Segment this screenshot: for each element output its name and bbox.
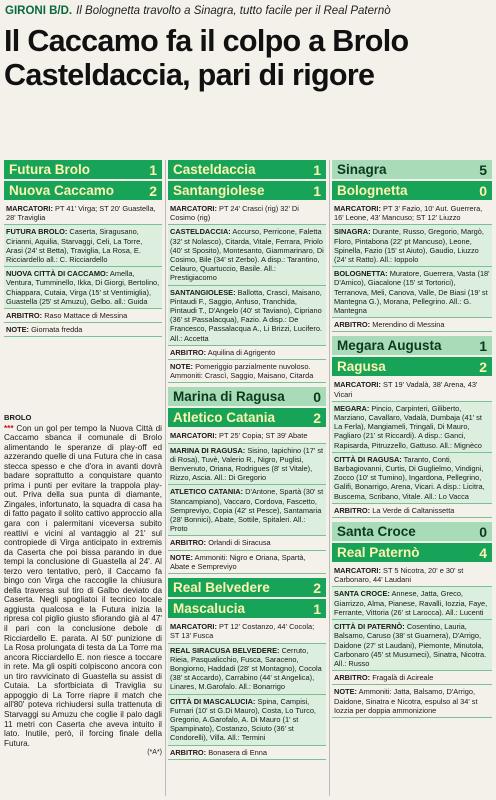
away-lineup: CITTÀ DI RAGUSA: Taranto, Conti, Barbagiovanni, Curtis, Di Guglielmo, Vindigni, Zocco (10' st Tumino), Ingardona, Pellegrino, Galifi, Bonarrigo, Arena, Vicari. A disp.: Licitra, Buscema, Scribano, Vitale. All.: Lo Vacca [332,453,492,504]
away-lineup: BOLOGNETTA: Muratore, Guerrera, Vasta (18' D'Amico), Giacalone (15' st Tortorici), Terranova, Meli, Canova, Valle, De Biasi (19' st Mantegna G.), Morana, Pellegrino. All.: G. Mantegna [332,267,492,318]
team-row-away [332,543,492,562]
scorers: MARCATORI: ST 5 Nicotra, 20' e 30' st Carbonaro, 44' Laudani [332,564,492,587]
scorers: MARCATORI: PT 24' Crasci (rig) 32' Di Cosimo (rig) [168,202,326,225]
team-row-home [332,160,492,179]
team-score: 0 [479,523,487,540]
match-box [168,387,326,574]
away-lineup: CITTÀ DI MASCALUCIA: Spina, Campisi, Furnari (10' st G.Di Mauro), Costa, Lo Turco, Gregorio, A.Garofalo, A. Di Mauro (1' st Spampinato), Costanzo, Sciuto (36' st Condorelli), Villa. All.: Termini [168,695,326,746]
team-score: 2 [149,182,157,199]
team-name: Casteldaccia [173,162,256,177]
home-lineup: MARINA DI RAGUSA: Sisino, Iapichino (17' st di Rosa), Tuvè, Valerio R., Nigro, Puglisi, Benvenuto, Oriana, Rodrigues (8' st Vitale), Rizzo, Ascia. All.: Di Gregorio [168,444,326,486]
team-row-home [332,336,492,355]
team-name: Santa Croce [337,524,416,540]
team-score: 1 [313,600,321,617]
away-lineup: CITTÀ DI PATERNÒ: Cosentino, Lauria, Balsamo, Caruso (38' st Guarnera), D'Arrigo, Daidone (27' st Laudani), Piemonte, Minutola, Carbonaro (45' st Musumeci), Sinatra, Nicotra. All.: Russo [332,620,492,671]
team-row-away [168,181,326,200]
team-row-away [332,181,492,200]
team-row-away [332,357,492,376]
referee: ARBITRO: Bonasera di Enna [168,746,326,760]
match-box [168,160,326,383]
referee: ARBITRO: Fragalà di Acireale [332,671,492,685]
column-1 [4,160,162,341]
referee: ARBITRO: Orlandi di Siracusa [168,536,326,550]
scorers: MARCATORI: PT 41' Virga; ST 20' Guastella, 28' Traviglia [4,202,162,225]
team-name: Sinagra [337,162,387,177]
team-score: 4 [479,544,487,561]
team-score: 2 [313,409,321,426]
team-name: Futura Brolo [9,162,90,177]
team-row-home [168,387,326,406]
column-divider [329,160,330,796]
referee: ARBITRO: La Verde di Caltanissetta [332,504,492,518]
team-score: 0 [479,182,487,199]
home-lineup: SANTA CROCE: Annese, Jatta, Greco, Giarrizzo, Alma, Pianese, Ravalli, Iozzia, Faye, Ferrante, Vittoria (26' st Larocca). All.: Lucenti [332,587,492,620]
team-score: 1 [313,182,321,199]
column-3 [332,160,492,722]
kicker-text: Il Bolognetta travolto a Sinagra, tutto facile per il Real Paternò [76,5,391,17]
article-stars: *** [4,423,14,433]
referee: ARBITRO: Raso Mattace di Messina [4,309,162,323]
team-name: Nuova Caccamo [9,183,115,198]
away-lineup: NUOVA CITTÀ DI CACCAMO: Amella, Ventura, Tumminello, Ikka, Di Giorgi, Bertolino, Chiappara, Cutaia, Virga (15' st Ventimiglia), Guastella (25' st Amuzu), Gelbo. all.: Guida [4,267,162,309]
article [4,413,162,758]
column-2 [168,160,326,764]
team-row-away [168,408,326,427]
away-lineup: ATLETICO CATANIA: D'Antone, Spartà (30' st Stancampiano), Vaccaro, Cordova, Fascetto, Sempreviyo, Copia (42' st Pesce), Santamaria (28' Bonnici), Abate, Sottile, Spitaleri. All.: Proto [168,485,326,536]
match-box [4,160,162,337]
home-lineup: SINAGRA: Durante, Russo, Gregorio, Margò, Floro, Pintabona (22' pt Mancuso), Leone, Spinella, Fazio (15' st Aiuto), Gaudio, Liuzzo (24' st Ratto). All.: Ioppolo [332,225,492,267]
team-row-home [332,522,492,541]
away-lineup: SANTANGIOLESE: Ballotta, Crascì, Maisano, Pintaudi F., Saggio, Anfuso, Tranchida, Pintaudi T., D'Angelo (40' st Taviano), Cipriano (36' st Passalacqua), Fazio. A disp.: De Francesco, Passalacqua A., Li Brizzi, Lucifero. All.: Accetta [168,286,326,346]
column-divider [165,160,166,796]
team-name: Bolognetta [337,183,408,198]
scorers: MARCATORI: ST 19' Vadalà, 38' Arena, 43' Vicari [332,378,492,401]
team-name: Megara Augusta [337,338,442,354]
team-row-away [168,599,326,618]
home-lineup: CASTELDACCIA: Accurso, Perricone, Faletta (32' st Nolasco), Citarda, Vitale, Ferrara, Priolo (40' st Sposito), Montesanto, Giammarinaro, Di Cosimo, Bile (34' st Zerbo). A disp.: Tarantino, Celauro, Quartuccio, Basile. All.: Prestigiacomo [168,225,326,285]
article-byline: (*A*) [147,749,162,757]
notes: NOTE: Ammoniti: Nigro e Oriana, Spartà, Abate e Sempreviyo [168,551,326,574]
team-name: Ragusa [337,359,386,375]
match-box [332,522,492,718]
article-location: BROLO [4,413,32,422]
team-name: Santangiolese [173,183,265,198]
scorers: MARCATORI: PT 25' Copia; ST 39' Abate [168,429,326,443]
scorers: MARCATORI: PT 3' Fazio, 10' Aut. Guerrera, 16' Leone, 43' Mancuso; ST 12' Liuzzo [332,202,492,225]
match-box [332,336,492,518]
referee: ARBITRO: Merendino di Messina [332,318,492,332]
home-lineup: REAL SIRACUSA BELVEDERE: Cerruto, Rieia, Pasqualicchio, Fusca, Saraceno, Bongiorno, Haddadi (28' st Montagno), Cocola (38' st Accardo), Carrabino (44' st Angelica), Linares, M.Garofalo. All.: Bonarrigo [168,644,326,695]
match-box [168,578,326,760]
headline [4,24,492,92]
team-score: 5 [479,161,487,178]
notes: NOTE: Ammoniti: Jatta, Balsamo, D'Arrigo, Daidone, Sinatra e Nicotra, espulso al 34' st Iozzia per doppia ammonizione [332,685,492,718]
kicker-tag: GIRONI B/D. [5,5,73,17]
kicker-bar [0,0,496,22]
team-name: Real Belvedere [173,580,270,596]
team-score: 0 [313,388,321,405]
referee: ARBITRO: Aquilina di Agrigento [168,346,326,360]
team-row-home [4,160,162,179]
team-row-home [168,578,326,597]
notes: NOTE: Giornata fredda [4,323,162,337]
article-body: Con un gol per tempo la Nuova Città di Caccamo sbanca il comunale di Brolo alimentando le speranze di play-off ed azzerando quelle di una Futura che in casa stecca spesso e che d'ora in avanti dovrà badare soprattutto a conquistare quanto prima i punti per evitare la trappola play-out. Priva della sua punta di diamante, Zingales, infortunato, la squadra di casa ha di fatto pagato il solito cattivo approccio alla gara con i palermitani viceversa subito reattivi e vicini al vantaggio al 21' sul contropiede di Virga anticipato in extremis da Caserta che poi bissa parando in due tempi la conclusione di Guastella al 24'. Al terzo vero tentativo, però, il Caccamo fa bingo con Virga che raccoglie la chiusura della traversa sul tiro di Galbo deviato da Caserta. Negli spogliatoi il tecnico locale aggiusta qualcosa e la Futura inizia la ripresa col piglio giusto sfiorando già al 47' il pari con la conclusione debole di Ricciardello E. parata. Al 50' punizione di La Rosa prolungata di testa da La Torre ma ancora Ricciardello E. non riesce a toccare in rete. Ma gli ospiti colpiscono ancora con un tiro ravvicinato di Guastella su assist di Cutaia. La sfortbiciata di Traviglia su appoggio di La Torre riapre il match che all'80' poteva richiudersi sulla trattenuta di Starvaggi su Amuzu che coglie il palo dagli 11 metri con Caserta che aveva intuito il lato. Inutile, però, il forcing finale della Futura. [4,423,162,748]
home-lineup: MEGARA: Pincio, Carpinteri, Giliberto, Marziano, Cavallaro, Vadalà, Dumbaja (41' st La Ferla), Mangiameli, Tringali, Di Mauro, Pagliaro (21' st Riccardi). A disp.: Ganci, Rapisarda, Pitruzzello, Gattuso. All.: Mignèco [332,402,492,453]
team-score: 1 [313,161,321,178]
home-lineup: FUTURA BROLO: Caserta, Siragusano, Cirianni, Aquilia, Starvaggi, Celi, La Torre, Arasi (24' st Betta), Traviglia, La Rosa, E. Ricciardello all.: C. Ricciardello [4,225,162,267]
team-score: 1 [479,337,487,354]
scorers: MARCATORI: PT 12' Costanzo, 44' Cocola; ST 13' Fusca [168,620,326,643]
notes: NOTE: Pomeriggio parzialmente nuvoloso. Ammoniti: Crascì, Saggio, Maisano, Citarda [168,360,326,383]
team-score: 2 [479,358,487,375]
headline-line-1: Il Caccamo fa il colpo a Brolo [4,24,409,58]
team-name: Mascalucia [173,601,246,617]
team-name: Atletico Catania [173,410,276,426]
team-row-home [168,160,326,179]
match-box [332,160,492,332]
team-score: 2 [313,579,321,596]
team-row-away [4,181,162,200]
team-name: Real Paternò [337,545,420,561]
team-name: Marina di Ragusa [173,389,285,405]
team-score: 1 [149,161,157,178]
headline-line-2: Casteldaccia, pari di rigore [4,58,375,92]
